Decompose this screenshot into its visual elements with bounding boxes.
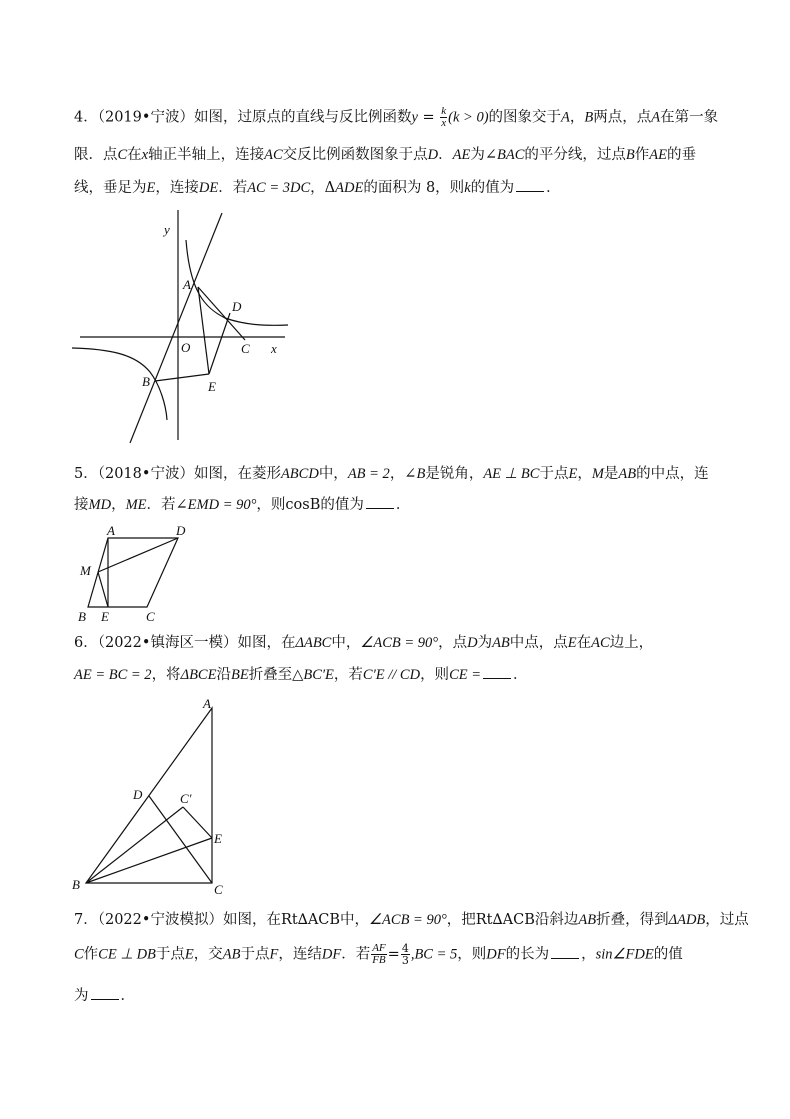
fraction-k-over-x: $\frac{k}{x}$ (441, 105, 447, 129)
label-E: E (214, 831, 222, 846)
segment-BE (86, 838, 212, 883)
segment-C-prime-E (183, 807, 212, 838)
p5-line2: 接MD，ME．若∠EMD = 90°，则cosB的值为 ． (74, 497, 411, 513)
label-D: D (133, 787, 143, 802)
label-A: A (203, 696, 211, 711)
label-B: B (78, 609, 86, 624)
label-C-prime: C′ (180, 791, 192, 806)
label-C: C (146, 609, 155, 624)
p4-line2: 限．点C在x轴正半轴上，连接AC交反比例函数图象于点D．AE为∠BAC的平分线，过点B作AE的垂 (74, 147, 696, 163)
p7-line1: 7．（2022•宁波模拟）如图，在Rt∆ACB中，∠ACB = 90°，把Rt∆ACB沿斜边AB折叠，得到ΔADB，过点 (74, 912, 749, 928)
label-A: A (183, 277, 191, 292)
label-E: E (208, 379, 216, 394)
label-D: D (176, 523, 186, 538)
p4-line3: 线，垂足为E，连接DE．若AC = 3DC，ΔADE的面积为 8，则k的值为 ． (74, 180, 561, 196)
label-x: x (271, 341, 277, 356)
label-O: O (181, 340, 191, 355)
label-M: M (80, 563, 91, 578)
segment-BC-prime (86, 807, 183, 883)
label-y: y (164, 222, 170, 237)
p4-line1: 4．（2019•宁波）如图，过原点的直线与反比例函数y = $\frac{k}{x}$ (k > 0)的图象交于A，B两点，点A在第一象 (74, 105, 719, 129)
p6-line1: 6．（2022•镇海区一模）如图，在ΔABC中，∠ACB = 90°，点D为AB中点，点E在AC边上， (74, 635, 654, 651)
fraction-AF-over-FB: $\frac{AF}{FB}$ (372, 942, 386, 966)
answer-blank[interactable] (91, 987, 119, 1000)
p6-line2: AE = BC = 2，将ΔBCE沿BE折叠至△BC′E，若C′E // CD，则CE = ． (74, 667, 528, 683)
fraction-4-over-3: $\frac{4}{3}$ (401, 942, 409, 967)
label-C: C (241, 341, 250, 356)
p5-line1: 5．（2018•宁波）如图，在菱形ABCD中，AB = 2，∠B是锐角，AE ⊥ BC于点E，M是AB的中点，连 (74, 466, 709, 482)
label-A: A (107, 523, 115, 538)
p7-line3: 为 ． (74, 988, 135, 1004)
label-D: D (232, 299, 242, 314)
p7-line2: C作CE ⊥ DB于点E，交AB于点F，连结DF．若 $\frac{AF}{FB}$ = $\frac{4}{3}$ ,BC = 5，则DF的长为 ，sin∠FDE的值 (74, 942, 683, 967)
label-B: B (72, 877, 80, 892)
label-B: B (142, 374, 150, 389)
label-E: E (101, 609, 109, 624)
answer-blank[interactable] (551, 946, 579, 959)
label-C: C (214, 882, 223, 897)
